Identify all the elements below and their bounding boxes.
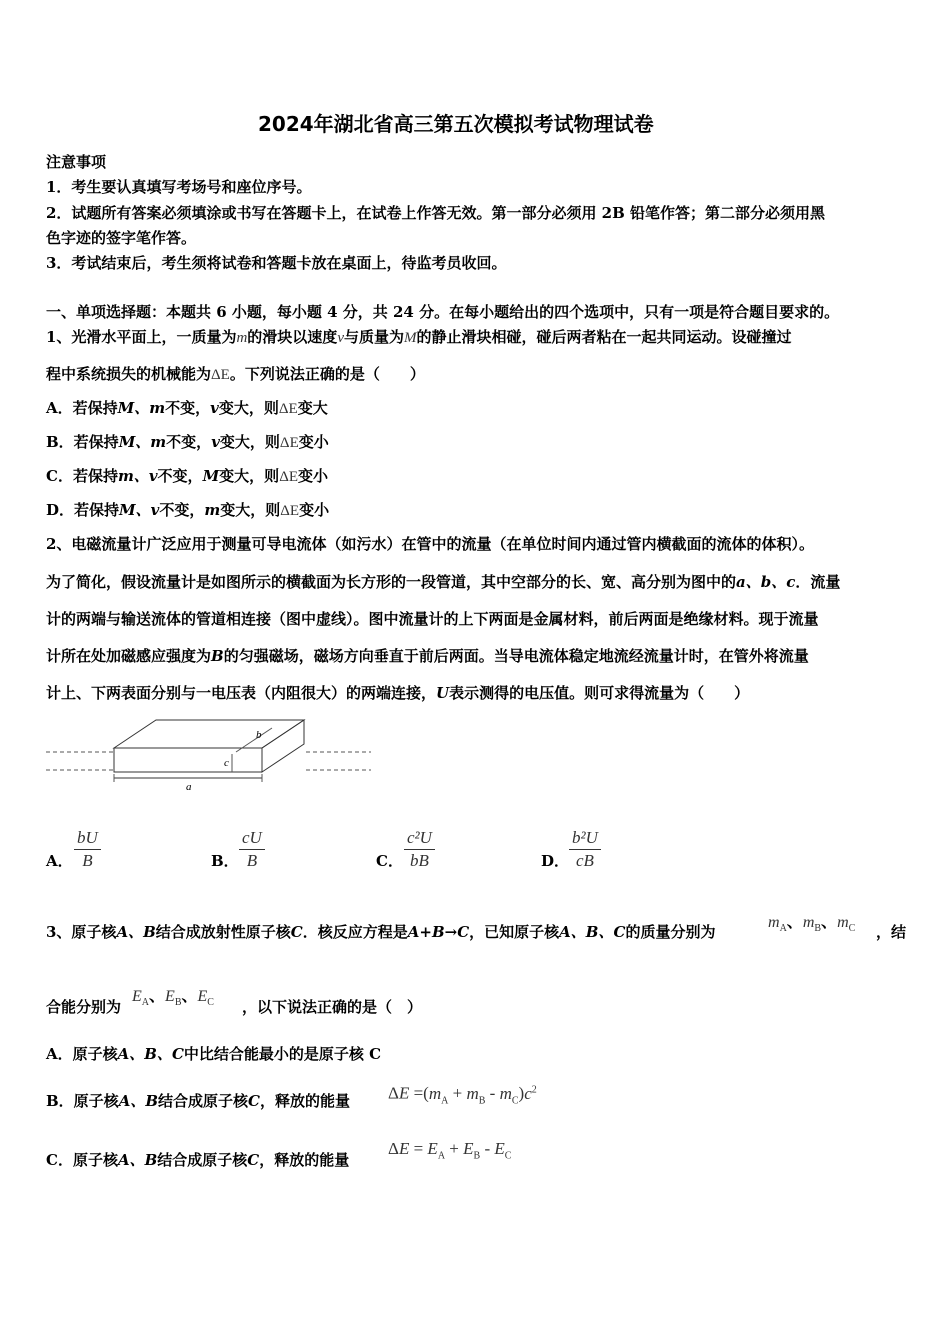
notice-item: 2．试题所有答案必须填涂或书写在答题卡上，在试卷上作答无效。第一部分必须用 2B 铅笔作答；第二部分必须用黑 <box>46 204 826 222</box>
notice-item: 3．考试结束后，考生须将试卷和答题卡放在桌面上，待监考员收回。 <box>46 254 507 272</box>
question-2-line-4: 计所在处加磁感应强度为B的匀强磁场，磁场方向垂直于前后两面。当导电流体稳定地流经流量计时，在管外将流量 <box>46 647 809 665</box>
question-3-line-2: 合能分别为 <box>46 998 122 1016</box>
q1-option-c[interactable]: C．若保持m、v不变，M变大，则ΔE变小 <box>46 467 329 485</box>
question-3-line-2-end: ，以下说法正确的是（ ） <box>242 998 423 1016</box>
question-1-line-1: 1、光滑水平面上，一质量为m的滑块以速度v与质量为M的静止滑块相碰，碰后两者粘在一起共同运动。设碰撞过 <box>46 328 792 346</box>
q3-option-b-formula: $\Delta E =(m_A + m_B - m_C)c^2$ <box>388 1083 537 1107</box>
q3-option-a[interactable]: A．原子核A、B、C中比结合能最小的是原子核 C <box>46 1045 382 1063</box>
label-b: b <box>256 729 262 741</box>
q3-option-c[interactable]: C．原子核A、B结合成原子核C，释放的能量 <box>46 1151 350 1169</box>
energy-symbols: $E_A$、$E_B$、$E_C$ <box>132 986 214 1009</box>
question-2-line-5: 计上、下两表面分别与一电压表（内阻很大）的两端连接，U表示测得的电压值。则可求得流量为（ ） <box>46 684 750 702</box>
q2-option-d-label[interactable]: D． <box>541 852 570 870</box>
notice-item: 色字迹的签字笔作答。 <box>46 229 197 247</box>
q2-option-b-label[interactable]: B． <box>211 852 239 870</box>
q2-option-a-fraction[interactable]: $\frac{bU}{B}$ <box>74 827 101 872</box>
section-heading: 一、单项选择题：本题共 6 小题，每小题 4 分，共 24 分。在每小题给出的四个选项中，只有一项是符合题目要求的。 <box>46 303 840 321</box>
q3-option-b[interactable]: B．原子核A、B结合成原子核C，释放的能量 <box>46 1092 350 1110</box>
question-2-line-2: 为了简化，假设流量计是如图所示的横截面为长方形的一段管道，其中空部分的长、宽、高分别为图中的a、b、c．流量 <box>46 573 841 591</box>
mass-symbols: $m_A$、$m_B$、$m_C$ <box>768 912 856 935</box>
label-a: a <box>186 781 192 792</box>
question-2-line-1: 2、电磁流量计广泛应用于测量可导电流体（如污水）在管中的流量（在单位时间内通过管内横截面的流体的体积）。 <box>46 535 814 553</box>
q2-option-c-fraction[interactable]: $\frac{\text{c²U}}{bB}$ <box>404 827 435 872</box>
question-3-line-1: 3、原子核A、B结合成放射性原子核C．核反应方程是A+B→C，已知原子核A、B、C的质量分别为 <box>46 923 716 941</box>
page-title: 2024年湖北省高三第五次模拟考试物理试卷 <box>258 112 654 136</box>
q3-option-c-formula: $\Delta E = E_A + E_B - E_C$ <box>388 1139 512 1162</box>
q1-option-a[interactable]: A．若保持M、m不变，v变大，则ΔE变大 <box>46 399 328 417</box>
q1-option-b[interactable]: B．若保持M、m不变，v变大，则ΔE变小 <box>46 433 329 451</box>
q2-option-c-label[interactable]: C． <box>376 852 403 870</box>
label-c: c <box>224 757 229 769</box>
q2-option-b-fraction[interactable]: $\frac{cU}{B}$ <box>239 827 265 872</box>
q2-option-d-fraction[interactable]: $\frac{\text{b²U}}{cB}$ <box>569 827 601 872</box>
q2-option-a-label[interactable]: A． <box>46 852 73 870</box>
notice-item: 1．考生要认真填写考场号和座位序号。 <box>46 178 312 196</box>
question-3-line-1-end: ，结 <box>876 923 907 941</box>
q1-option-d[interactable]: D．若保持M、v不变，m变大，则ΔE变小 <box>46 501 330 519</box>
notice-heading: 注意事项 <box>46 153 107 171</box>
question-1-line-2: 程中系统损失的机械能为ΔE。下列说法正确的是（ ） <box>46 365 425 383</box>
flowmeter-figure <box>46 712 376 792</box>
question-2-line-3: 计的两端与输送流体的管道相连接（图中虚线）。图中流量计的上下两面是金属材料，前后两面是绝缘材料。现于流量 <box>46 610 819 628</box>
